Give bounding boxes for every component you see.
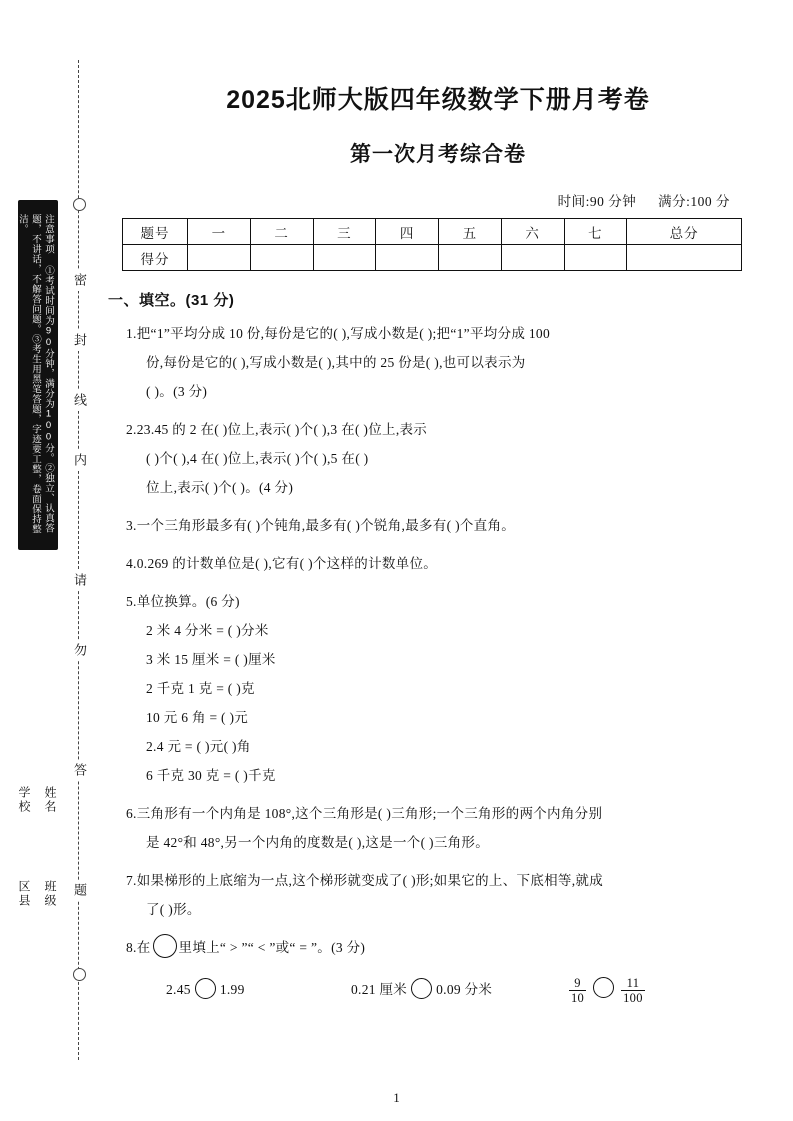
question-5-row-3 — [126, 732, 768, 790]
question-5-row-2 — [126, 674, 768, 732]
score-cell[interactable] — [376, 245, 439, 271]
question-5-row-1-left: 2 米 4 分米 = ( )分米 — [146, 623, 269, 638]
question-3-line-1: 3.一个三角形最多有( )个钝角,最多有( )个锐角,最多有( )个直角。 — [126, 518, 516, 533]
question-1-line-1: 1.把“1”平均分成 10 份,每份是它的( ),写成小数是( );把“1”平均分成 100 — [126, 326, 550, 341]
seal-word-7: 题 — [70, 880, 89, 901]
question-5-row-1-right: 3 米 15 厘米 = ( )厘米 — [146, 652, 276, 667]
fraction-left-denominator: 10 — [571, 991, 585, 1005]
dashed-line-circle — [73, 198, 86, 211]
fraction-right-numerator: 11 — [621, 976, 645, 991]
seal-word-4: 请 — [70, 570, 89, 591]
question-5 — [108, 587, 768, 790]
seal-word-3: 内 — [70, 450, 89, 471]
seal-word-1: 封 — [70, 330, 89, 351]
section-heading-fill-blank: 一、填空。(31 分) — [108, 292, 235, 309]
page-subtitle: 第一次月考综合卷 — [350, 143, 526, 166]
exam-content — [108, 60, 768, 1005]
score-cell[interactable] — [564, 245, 627, 271]
score-table-col-4: 五 — [439, 219, 502, 245]
page-title: 2025北师大版四年级数学下册月考卷 — [226, 86, 650, 114]
compare-1-right: 1.99 — [219, 982, 245, 997]
question-2-line-2: ( )个( ),4 在( )位上,表示( )个( ),5 在( ) — [146, 451, 369, 466]
table-row — [123, 219, 742, 245]
question-2-line-3: 位上,表示( )个( )。(4 分) — [146, 480, 294, 495]
score-cell[interactable] — [439, 245, 502, 271]
question-1 — [108, 319, 768, 406]
score-cell[interactable] — [313, 245, 376, 271]
score-table-col-5: 六 — [501, 219, 564, 245]
info-label-school: 学校 — [17, 786, 31, 814]
seal-word-5: 勿 — [70, 640, 89, 661]
question-6-line-1: 6.三角形有一个内角是 108°,这个三角形是( )三角形;一个三角形的两个内角分别 — [126, 806, 603, 821]
seal-word-0: 密 — [70, 270, 89, 291]
question-3 — [108, 511, 768, 540]
compare-2-right: 0.09 分米 — [436, 982, 493, 997]
score-table — [122, 218, 742, 271]
exam-notice-text: 注意事项 ①考试时间为90分钟，满分为100分。②独立、认真答题，不讲话，不解答问题。③考生用黑笔答题，字迹要工整，卷面保持整洁。 — [17, 214, 54, 534]
question-5-line-1: 5.单位换算。(6 分) — [126, 594, 240, 609]
question-6-line-2: 是 42°和 48°,另一个内角的度数是( ),这是一个( )三角形。 — [146, 835, 490, 850]
table-row — [123, 245, 742, 271]
info-label-district: 区县 — [17, 880, 31, 908]
question-1-line-2: 份,每份是它的( ),写成小数是( ),其中的 25 份是( ),也可以表示为 — [146, 355, 526, 370]
exam-total-score: 满分:100 分 — [658, 194, 730, 209]
question-5-row-3-left: 2.4 元 = ( )元( )角 — [146, 739, 251, 754]
compare-item-1 — [166, 975, 351, 1004]
question-4-line-1: 4.0.269 的计数单位是( ),它有( )个这样的计数单位。 — [126, 556, 438, 571]
question-8-line-1-prefix: 8.在 — [126, 940, 151, 955]
question-2-line-1: 2.23.45 的 2 在( )位上,表示( )个( ),3 在( )位上,表示 — [126, 422, 428, 437]
compare-item-2 — [351, 975, 566, 1004]
question-5-row-1 — [126, 616, 768, 674]
question-6 — [108, 799, 768, 857]
question-7-line-1: 7.如果梯形的上底缩为一点,这个梯形就变成了( )形;如果它的上、下底相等,就成 — [126, 873, 603, 888]
score-table-col-0: 一 — [188, 219, 251, 245]
question-1-line-3: ( )。(3 分) — [146, 384, 208, 399]
fraction-right-denominator: 100 — [623, 991, 643, 1005]
score-table-col-6: 七 — [564, 219, 627, 245]
question-7 — [108, 866, 768, 924]
answer-circle-icon[interactable] — [593, 977, 614, 998]
score-table-col-2: 三 — [313, 219, 376, 245]
info-label-name: 姓名 — [43, 786, 57, 814]
page-number: 1 — [393, 1090, 400, 1105]
fraction-left-numerator: 9 — [569, 976, 586, 991]
seal-word-6: 答 — [70, 760, 89, 781]
question-5-row-3-right: 6 千克 30 克 = ( )千克 — [146, 768, 276, 783]
exam-notice-strip — [18, 200, 58, 550]
exam-meta — [108, 190, 768, 210]
score-cell[interactable] — [501, 245, 564, 271]
score-cell[interactable] — [250, 245, 313, 271]
score-table-col-7: 总分 — [627, 219, 742, 245]
question-7-line-2: 了( )形。 — [146, 902, 201, 917]
answer-circle-icon[interactable] — [195, 978, 216, 999]
compare-2-left: 0.21 厘米 — [351, 982, 408, 997]
question-8-compare-row — [126, 974, 768, 1005]
info-label-class: 班级 — [43, 880, 57, 908]
compare-1-left: 2.45 — [166, 982, 191, 997]
question-5-row-2-left: 2 千克 1 克 = ( )克 — [146, 681, 255, 696]
score-table-row-label-0: 题号 — [123, 219, 188, 245]
score-table-row-label-1: 得分 — [123, 245, 188, 271]
answer-circle-icon[interactable] — [153, 934, 177, 958]
compare-item-3 — [566, 974, 746, 1005]
fraction-left — [569, 976, 586, 1005]
question-2 — [108, 415, 768, 502]
score-cell[interactable] — [188, 245, 251, 271]
exam-duration: 时间:90 分钟 — [557, 194, 637, 209]
score-table-col-3: 四 — [376, 219, 439, 245]
seal-word-2: 线 — [70, 390, 89, 411]
score-table-col-1: 二 — [250, 219, 313, 245]
question-8 — [108, 933, 768, 1005]
score-cell[interactable] — [627, 245, 742, 271]
question-4 — [108, 549, 768, 578]
dashed-line-circle — [73, 968, 86, 981]
answer-circle-icon[interactable] — [411, 978, 432, 999]
question-5-row-2-right: 10 元 6 角 = ( )元 — [146, 710, 249, 725]
question-8-line-1-suffix: 里填上“ > ”“ < ”或“ = ”。(3 分) — [178, 940, 366, 955]
fraction-right — [621, 976, 645, 1005]
